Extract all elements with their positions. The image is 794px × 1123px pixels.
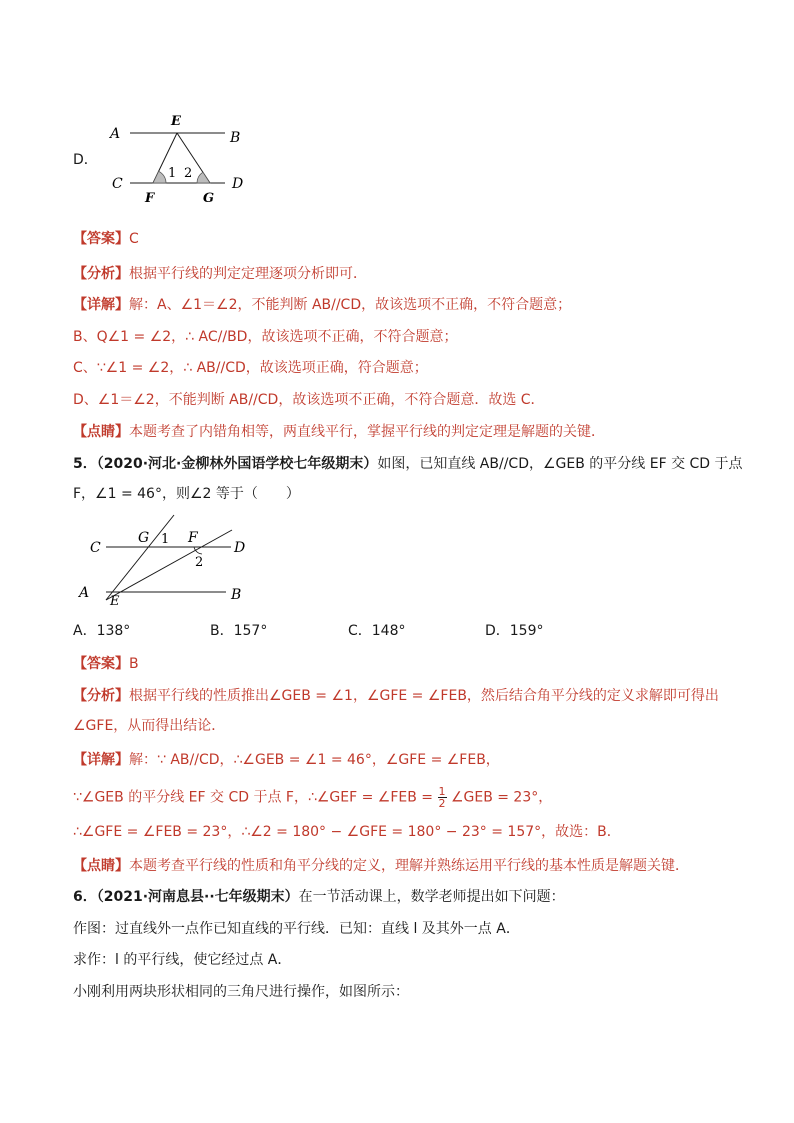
q6-line-2: 作图：过直线外一点作已知直线的平行线．已知：直线 l 及其外一点 A．	[73, 921, 520, 937]
q5-analysis-line-2: ∠GFE，从而得出结论．	[73, 718, 226, 734]
choice-b: B．157°	[210, 623, 268, 639]
figure-q4-option-d	[100, 108, 270, 208]
choice-d: D．159°	[485, 623, 544, 639]
q5-detail-line-2: ∵∠GEB 的平分线 EF 交 CD 于点 F，∴∠GEF = ∠FEB = $\frac{1}{2}$ ∠GEB = 23°，	[73, 785, 553, 810]
label-B: B	[230, 130, 241, 146]
q4-detail-line-3: C、∵∠1 = ∠2，∴ AB//CD，故该选项正确，符合题意；	[73, 360, 428, 376]
label-B: B	[231, 587, 242, 603]
label-E: E	[110, 594, 120, 609]
label-G: G	[203, 191, 215, 206]
label-D: D	[232, 176, 244, 192]
q6-line-4: 小刚利用两块形状相同的三角尺进行操作，如图所示：	[73, 984, 409, 1000]
q5-answer: 【答案】B	[73, 656, 139, 672]
option-d-label: D．	[73, 152, 98, 168]
q5-choices	[73, 621, 544, 641]
choice-a: A．138°	[73, 623, 131, 639]
q5-stem-line-1: 5．（2020·河北·金柳林外国语学校七年级期末）如图，已知直线 AB//CD，∠GEB 的平分线 EF 交 CD 于点	[73, 456, 743, 472]
label-G: G	[138, 530, 150, 546]
q4-answer: 【答案】C	[73, 231, 139, 247]
fraction-one-half: $\frac{1}{2}$	[438, 785, 446, 810]
q5-comment: 【点睛】本题考查平行线的性质和角平分线的定义，理解并熟练运用平行线的基本性质是解题关键．	[73, 858, 689, 874]
q4-detail-line-1: 【详解】解：A、∠1＝∠2，不能判断 AB//CD，故该选项不正确，不符合题意；	[73, 297, 572, 313]
label-D: D	[234, 540, 246, 556]
label-F: F	[188, 530, 198, 546]
angle-1-label: 1	[168, 166, 177, 181]
label-C: C	[112, 176, 123, 192]
angle-2-label: 2	[184, 166, 193, 181]
q5-stem-line-2: F，∠1 = 46°，则∠2 等于（ ）	[73, 486, 300, 502]
q5-detail-line-3: ∴∠GFE = ∠FEB = 23°，∴∠2 = 180° − ∠GFE = 180° − 23° = 157°，故选：B．	[73, 824, 621, 840]
q6-line-3: 求作：l 的平行线，使它经过点 A．	[73, 952, 292, 968]
q6-stem: 6．（2021·河南息县··七年级期末）在一节活动课上，数学老师提出如下问题：	[73, 889, 565, 905]
angle-2-label: 2	[195, 555, 204, 570]
label-A: A	[110, 126, 121, 142]
q4-detail-line-2: B、Q∠1 = ∠2，∴ AC//BD，故该选项不正确，不符合题意；	[73, 329, 458, 345]
label-E: E	[171, 114, 181, 129]
choice-c: C．148°	[348, 623, 406, 639]
q5-analysis-line-1: 【分析】根据平行线的性质推出∠GEB = ∠1，∠GFE = ∠FEB，然后结合角平分线的定义求解即可得出	[73, 688, 719, 704]
q4-comment: 【点睛】本题考查了内错角相等，两直线平行，掌握平行线的判定定理是解题的关键．	[73, 424, 605, 440]
label-A: A	[79, 585, 90, 601]
label-C: C	[90, 540, 101, 556]
q5-detail-line-1: 【详解】解：∵ AB//CD，∴∠GEB = ∠1 = 46°，∠GFE = ∠FEB，	[73, 752, 500, 768]
q4-analysis: 【分析】根据平行线的判定定理逐项分析即可．	[73, 266, 367, 282]
label-F: F	[145, 191, 155, 206]
angle-1-label: 1	[161, 532, 170, 547]
figure-q5	[76, 512, 256, 612]
q4-detail-line-4: D、∠1＝∠2，不能判断 AB//CD，故该选项不正确，不符合题意．故选 C．	[73, 392, 545, 408]
